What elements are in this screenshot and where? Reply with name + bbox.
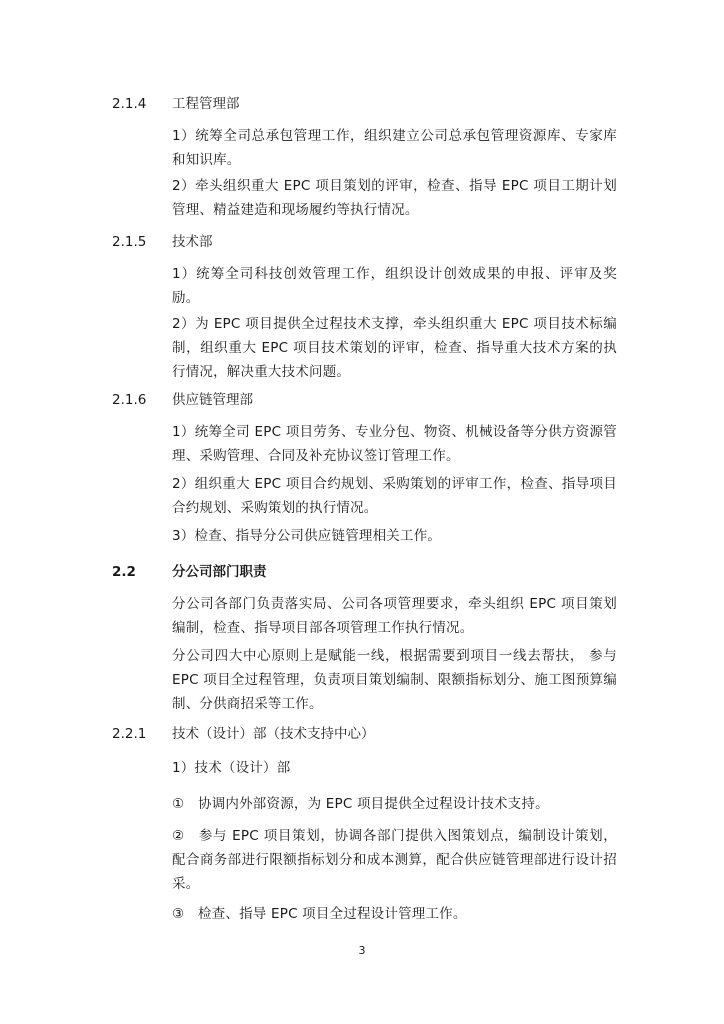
paragraph: 1）统筹全司总承包管理工作，组织建立公司总承包管理资源库、专家库和知识库。 bbox=[172, 128, 617, 168]
section-number: 2.2 bbox=[112, 564, 136, 580]
list-item: ③ 检查、指导 EPC 项目全过程设计管理工作。 bbox=[172, 906, 467, 922]
section-title: 工程管理部 bbox=[172, 96, 240, 112]
paragraph: 1）统筹全司 EPC 项目劳务、专业分包、物资、机械设备等分供方资源管理、采购管理、合同及补充协议签订管理工作。 bbox=[172, 424, 617, 464]
list-item: ① 协调内外部资源，为 EPC 项目提供全过程设计技术支持。 bbox=[172, 796, 549, 812]
page-number: 3 bbox=[358, 944, 366, 957]
section-number: 2.1.6 bbox=[112, 392, 147, 408]
section-title: 技术部 bbox=[172, 234, 213, 250]
section-title: 分公司部门职责 bbox=[172, 564, 267, 580]
paragraph: 分公司各部门负责落实局、公司各项管理要求，牵头组织 EPC 项目策划编制，检查、指导项目部各项管理工作执行情况。 bbox=[172, 596, 617, 636]
paragraph: 2）为 EPC 项目提供全过程技术支撑，牵头组织重大 EPC 项目技术标编制，组织重大 EPC 项目技术策划的评审，检查、指导重大技术方案的执行情况，解决重大技术问题。 bbox=[172, 316, 617, 380]
paragraph: 3）检查、指导分公司供应链管理相关工作。 bbox=[172, 528, 442, 544]
section-number: 2.1.5 bbox=[112, 234, 147, 250]
paragraph: 分公司四大中心原则上是赋能一线，根据需要到项目一线去帮扶， 参与 EPC 项目全过程管理，负责项目策划编制、限额指标划分、施工图预算编制、分供商招采等工作。 bbox=[172, 648, 617, 712]
section-title: 技术（设计）部（技术支持中心） bbox=[172, 726, 375, 742]
section-number: 2.2.1 bbox=[112, 726, 147, 742]
paragraph: 2）牵头组织重大 EPC 项目策划的评审，检查、指导 EPC 项目工期计划管理、精益建造和现场履约等执行情况。 bbox=[172, 178, 617, 218]
paragraph: 2）组织重大 EPC 项目合约规划、采购策划的评审工作，检查、指导项目合约规划、采购策划的执行情况。 bbox=[172, 476, 617, 516]
paragraph: 1）统筹全司科技创效管理工作，组织设计创效成果的申报、评审及奖励。 bbox=[172, 266, 617, 306]
section-number: 2.1.4 bbox=[112, 96, 147, 112]
section-title: 供应链管理部 bbox=[172, 392, 253, 408]
paragraph: 1）技术（设计）部 bbox=[172, 760, 291, 776]
list-item: ② 参与 EPC 项目策划，协调各部门提供入图策划点，编制设计策划，配合商务部进行限额指标划分和成本测算，配合供应链管理部进行设计招采。 bbox=[172, 828, 617, 892]
